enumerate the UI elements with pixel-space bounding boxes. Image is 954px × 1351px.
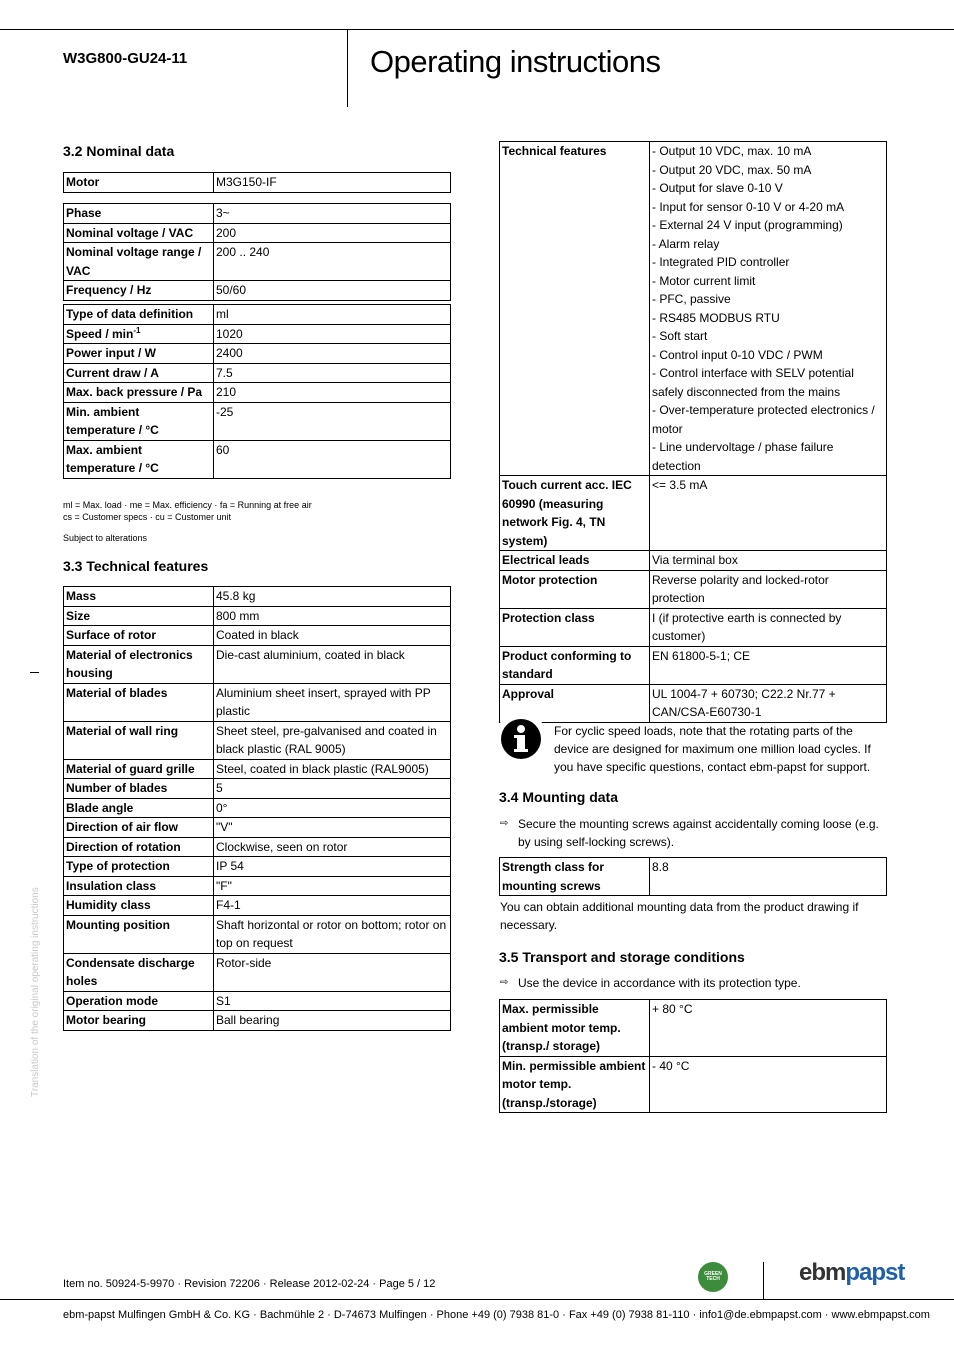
row-label: Motor protection <box>500 570 650 608</box>
row-label: Approval <box>500 684 650 722</box>
brand-divider <box>763 1262 764 1300</box>
row-label: Type of protection <box>64 857 214 877</box>
row-value: IP 54 <box>214 857 451 877</box>
row-value: S1 <box>214 991 451 1011</box>
row-value: + 80 °C <box>650 1000 887 1057</box>
table-operating <box>63 304 451 479</box>
row-label: Condensate discharge holes <box>64 953 214 991</box>
row-value: 800 mm <box>214 606 451 626</box>
footer-company-line: ebm-papst Mulfingen GmbH & Co. KG · Bachmühle 2 · D-74673 Mulfingen · Phone +49 (0) 7938 81-0 · Fax +49 (0) 7938 81-110 · info1@de.ebmpapst.com · www.ebmpapst.com <box>63 1309 930 1321</box>
row-label: Current draw / A <box>64 363 214 383</box>
row-label: Motor <box>64 173 214 193</box>
row-label: Min. permissible ambient motor temp. (transp./storage) <box>500 1056 650 1113</box>
row-value: 210 <box>214 383 451 403</box>
table-row <box>64 818 451 838</box>
table-row <box>500 476 887 551</box>
table-row <box>64 779 451 799</box>
row-value: 200 .. 240 <box>214 243 451 281</box>
row-value: "F" <box>214 876 451 896</box>
row-label: Electrical leads <box>500 551 650 571</box>
row-value: ml <box>214 305 451 325</box>
table-row <box>500 858 887 896</box>
row-value: -25 <box>214 402 451 440</box>
row-label: Max. ambient temperature / °C <box>64 440 214 478</box>
row-label: Phase <box>64 204 214 224</box>
row-label: Mass <box>64 587 214 607</box>
row-value: 200 <box>214 223 451 243</box>
table-row <box>500 684 887 722</box>
row-label: Frequency / Hz <box>64 281 214 301</box>
table-row <box>64 953 451 991</box>
table-row <box>64 344 451 364</box>
row-label: Direction of air flow <box>64 818 214 838</box>
row-label: Operation mode <box>64 991 214 1011</box>
row-value: 5 <box>214 779 451 799</box>
row-label: Surface of rotor <box>64 626 214 646</box>
row-value: UL 1004-7 + 60730; C22.2 Nr.77 + CAN/CSA-E60730-1 <box>650 684 887 722</box>
row-label: Blade angle <box>64 798 214 818</box>
row-label: Nominal voltage / VAC <box>64 223 214 243</box>
row-value: - Output 10 VDC, max. 10 mA - Output 20 VDC, max. 50 mA - Output for slave 0-10 V - Input for sensor 0-10 V or 4-20 mA - External 24 V input (programming) - Alarm relay - Integrated PID controller - Motor current limit - PFC, passive - RS485 MODBUS RTU - Soft start - Control input 0-10 VDC / PWM - Control interface with SELV potential safely disconnected from the mains - Over-temperature protected electronics / motor - Line undervoltage / phase failure detection <box>650 142 887 476</box>
row-label: Max. permissible ambient motor temp. (transp./ storage) <box>500 1000 650 1057</box>
margin-tick <box>30 672 39 673</box>
table-row <box>500 608 887 646</box>
table-row <box>64 759 451 779</box>
side-translation-note: Translation of the original operating instructions <box>30 887 41 1097</box>
info-note-text: For cyclic speed loads, note that the rotating parts of the device are designed for maximum one million load cycles. If you have specific questions, contact ebm-papst for support. <box>554 724 871 774</box>
row-label: Max. back pressure / Pa <box>64 383 214 403</box>
row-label: Material of blades <box>64 683 214 721</box>
row-value: 7.5 <box>214 363 451 383</box>
footnote-definitions-2: cs = Customer specs · cu = Customer unit <box>63 512 232 522</box>
table-row <box>64 305 451 325</box>
table-row <box>64 683 451 721</box>
table-row <box>64 1011 451 1031</box>
table-row <box>64 798 451 818</box>
row-value: Clockwise, seen on rotor <box>214 837 451 857</box>
mounting-note: You can obtain additional mounting data from the product drawing if necessary. <box>500 900 859 932</box>
row-label: Touch current acc. IEC 60990 (measuring network Fig. 4, TN system) <box>500 476 650 551</box>
table-motor <box>63 172 451 193</box>
table-mounting <box>499 857 887 896</box>
row-label: Motor bearing <box>64 1011 214 1031</box>
table-row <box>64 876 451 896</box>
table-row <box>500 1000 887 1057</box>
row-label: Product conforming to standard <box>500 646 650 684</box>
table-row <box>500 646 887 684</box>
heading-technical-features: 3.3 Technical features <box>63 558 209 574</box>
table-row <box>500 142 887 476</box>
row-label: Direction of rotation <box>64 837 214 857</box>
row-label: Speed / $\min^{-1}$ <box>64 324 214 344</box>
row-label: Insulation class <box>64 876 214 896</box>
row-value: 45.8 kg <box>214 587 451 607</box>
row-value: 0° <box>214 798 451 818</box>
table-row <box>500 1056 887 1113</box>
row-label: Technical features <box>500 142 650 476</box>
table-row <box>64 626 451 646</box>
table-row <box>64 324 451 344</box>
table-technical-features <box>63 586 451 1031</box>
table-row <box>64 915 451 953</box>
row-value: 50/60 <box>214 281 451 301</box>
heading-mounting-data: 3.4 Mounting data <box>499 789 618 805</box>
footnote-definitions-1: ml = Max. load · me = Max. efficiency · fa = Running at free air <box>63 500 312 510</box>
table-transport <box>499 999 887 1113</box>
row-label: Humidity class <box>64 896 214 916</box>
mounting-bullet: ⇨ Secure the mounting screws against accidentally coming loose (e.g. by using self-locking screws). <box>500 817 879 849</box>
row-value: Steel, coated in black plastic (RAL9005) <box>214 759 451 779</box>
transport-bullet: ⇨ Use the device in accordance with its protection type. <box>500 976 801 990</box>
footer-item-line: Item no. 50924-5-9970 · Revision 72206 · Release 2012-02-24 · Page 5 / 12 <box>63 1278 436 1290</box>
info-icon <box>500 718 542 760</box>
table-row <box>64 896 451 916</box>
row-value: "V" <box>214 818 451 838</box>
row-value: 60 <box>214 440 451 478</box>
row-label: Nominal voltage range / VAC <box>64 243 214 281</box>
table-row <box>64 383 451 403</box>
row-label: Material of electronics housing <box>64 645 214 683</box>
row-value: 8.8 <box>650 858 887 896</box>
table-row <box>64 440 451 478</box>
heading-nominal-data: 3.2 Nominal data <box>63 143 175 159</box>
heading-transport-storage: 3.5 Transport and storage conditions <box>499 949 745 965</box>
row-label: Material of guard grille <box>64 759 214 779</box>
row-value: Reverse polarity and locked-rotor protection <box>650 570 887 608</box>
row-value: 1020 <box>214 324 451 344</box>
row-value: 2400 <box>214 344 451 364</box>
table-row <box>64 606 451 626</box>
ebmpapst-logo: ebmpapst <box>799 1259 905 1286</box>
row-label: Min. ambient temperature / °C <box>64 402 214 440</box>
header-divider <box>347 30 348 107</box>
row-value: Die-cast aluminium, coated in black <box>214 645 451 683</box>
row-value: 3~ <box>214 204 451 224</box>
row-label: Power input / W <box>64 344 214 364</box>
arrow-icon: ⇨ <box>500 977 509 988</box>
table-row <box>500 570 887 608</box>
row-value: Shaft horizontal or rotor on bottom; rotor on top on request <box>214 915 451 953</box>
row-value: I (if protective earth is connected by customer) <box>650 608 887 646</box>
row-value: Ball bearing <box>214 1011 451 1031</box>
row-value: <= 3.5 mA <box>650 476 887 551</box>
subject-to-alterations: Subject to alterations <box>63 533 148 543</box>
row-label: Mounting position <box>64 915 214 953</box>
table-row <box>500 551 887 571</box>
row-value: Sheet steel, pre-galvanised and coated in black plastic (RAL 9005) <box>214 721 451 759</box>
row-value: Via terminal box <box>650 551 887 571</box>
row-value: - 40 °C <box>650 1056 887 1113</box>
row-value: F4-1 <box>214 896 451 916</box>
footer-rule <box>0 1299 954 1300</box>
table-row <box>64 223 451 243</box>
page-title: Operating instructions <box>370 44 661 79</box>
row-value: EN 61800-5-1; CE <box>650 646 887 684</box>
greentech-logo: GREEN TECH <box>698 1262 728 1292</box>
table-row <box>64 281 451 301</box>
row-value: Aluminium sheet insert, sprayed with PP plastic <box>214 683 451 721</box>
row-value: M3G150-IF <box>214 173 451 193</box>
row-label: Strength class for mounting screws <box>500 858 650 896</box>
row-value: Rotor-side <box>214 953 451 991</box>
model-number: W3G800-GU24-11 <box>63 50 188 67</box>
table-row <box>64 837 451 857</box>
table-row <box>64 587 451 607</box>
table-row <box>64 645 451 683</box>
table-electrical <box>63 203 451 301</box>
table-row <box>64 857 451 877</box>
row-label: Number of blades <box>64 779 214 799</box>
table-row <box>64 363 451 383</box>
row-value: Coated in black <box>214 626 451 646</box>
row-label: Protection class <box>500 608 650 646</box>
table-row <box>64 991 451 1011</box>
row-label: Type of data definition <box>64 305 214 325</box>
row-label: Size <box>64 606 214 626</box>
table-row <box>64 402 451 440</box>
table-right-features <box>499 141 887 723</box>
table-row <box>64 173 451 193</box>
table-row <box>64 721 451 759</box>
table-row <box>64 204 451 224</box>
row-label: Material of wall ring <box>64 721 214 759</box>
header-top-rule <box>0 29 954 30</box>
table-row <box>64 243 451 281</box>
arrow-icon: ⇨ <box>500 818 509 829</box>
